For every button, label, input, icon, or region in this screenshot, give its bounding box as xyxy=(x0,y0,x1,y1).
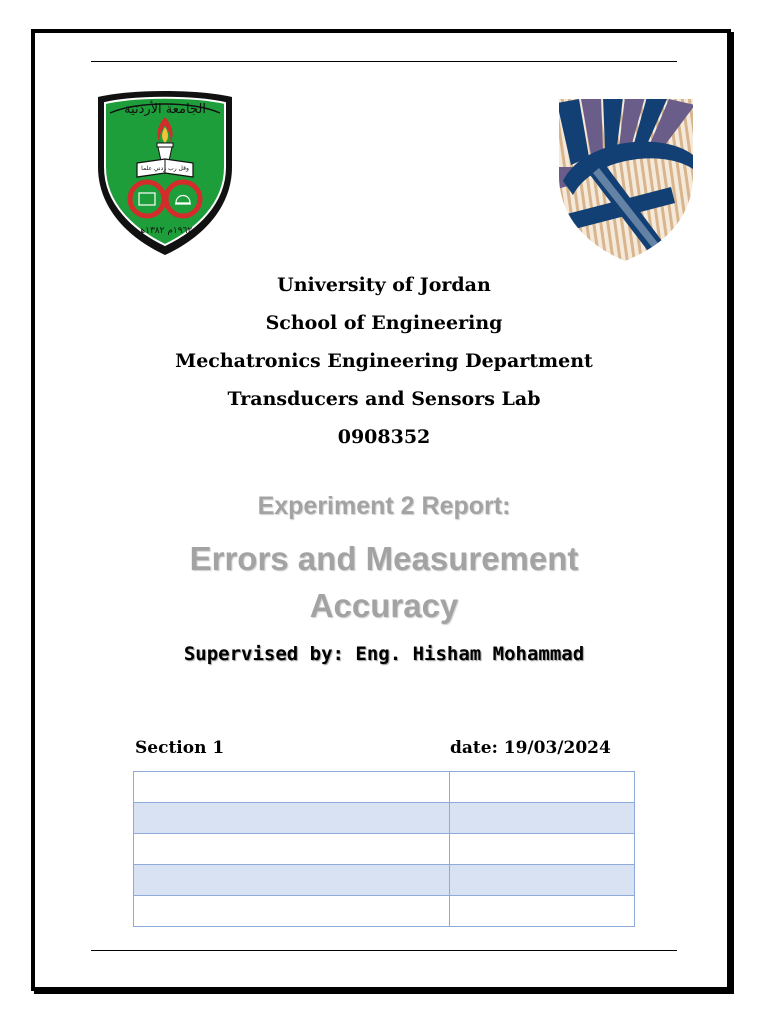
table-row xyxy=(134,803,635,834)
member-id-cell xyxy=(450,896,635,927)
logo-book-text: وقل رب زدني علما xyxy=(141,165,189,172)
member-name-cell xyxy=(134,834,450,865)
members-table xyxy=(133,771,635,927)
supervisor-line: Supervised by: Eng. Hisham Mohammad xyxy=(183,643,585,665)
member-id-cell xyxy=(450,865,635,896)
table-row xyxy=(134,865,635,896)
member-name-cell xyxy=(134,865,450,896)
logo-arabic-banner: الجامعة الأردنية xyxy=(124,102,206,117)
course-number: 0908352 xyxy=(337,426,431,448)
table-row xyxy=(134,896,635,927)
university-of-jordan-logo xyxy=(92,87,238,259)
member-id-cell xyxy=(450,803,635,834)
report-date: date: 19/03/2024 xyxy=(450,738,611,758)
experiment-title-line2: Accuracy xyxy=(309,587,459,624)
member-name-cell xyxy=(134,772,450,803)
faculty-logo xyxy=(553,95,698,265)
section-label: Section 1 xyxy=(135,738,225,758)
university-name: University of Jordan xyxy=(277,274,491,296)
experiment-title-line1: Errors and Measurement xyxy=(189,540,579,577)
logo-year-text: ١٩٦٢م ١٣٨٢هـ xyxy=(137,226,193,236)
bottom-rule xyxy=(91,950,677,951)
experiment-label: Experiment 2 Report: xyxy=(257,492,511,520)
member-id-cell xyxy=(450,772,635,803)
table-row xyxy=(134,834,635,865)
lab-name: Transducers and Sensors Lab xyxy=(227,388,541,410)
member-name-cell xyxy=(134,896,450,927)
member-id-cell xyxy=(450,834,635,865)
table-row xyxy=(134,772,635,803)
top-rule xyxy=(91,61,677,62)
school-name: School of Engineering xyxy=(265,312,503,334)
department-name: Mechatronics Engineering Department xyxy=(175,350,593,372)
member-name-cell xyxy=(134,803,450,834)
